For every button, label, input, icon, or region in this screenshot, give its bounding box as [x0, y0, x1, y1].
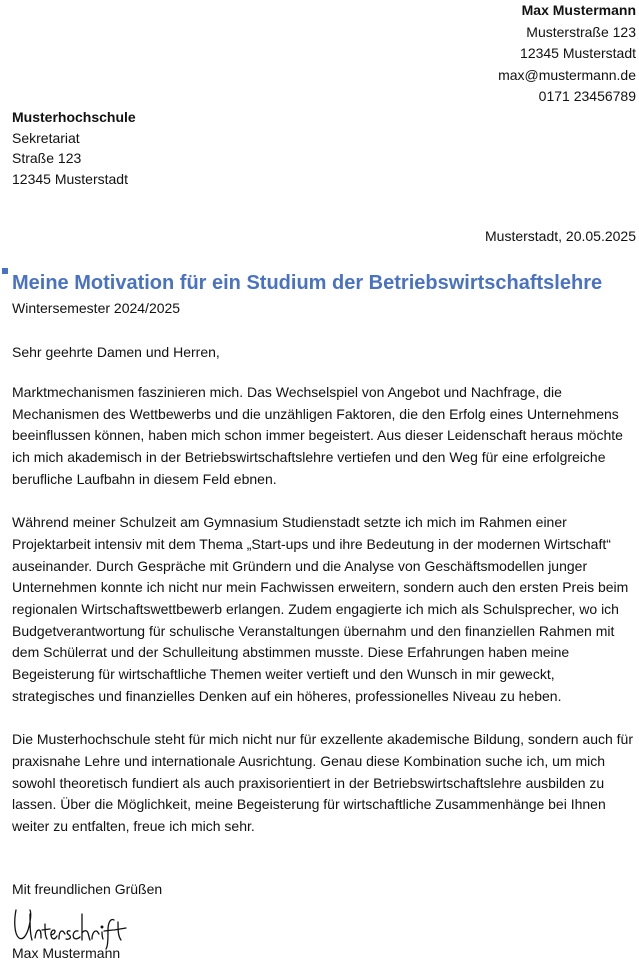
recipient-department: Sekretariat — [12, 129, 80, 146]
semester-line: Wintersemester 2024/2025 — [12, 300, 181, 316]
sender-phone: 0171 23456789 — [538, 88, 636, 104]
sender-street: Musterstraße 123 — [526, 23, 636, 40]
recipient-name: Musterhochschule — [12, 109, 136, 125]
sender-email: max@mustermann.de — [498, 66, 636, 83]
recipient-city: 12345 Musterstadt — [12, 170, 128, 187]
heading-marker-icon — [2, 268, 8, 274]
recipient-address — [12, 107, 136, 189]
recipient-street: Straße 123 — [12, 150, 82, 166]
closing: Mit freundlichen Grüßen — [12, 881, 163, 897]
letter-body — [12, 382, 636, 859]
date-line: Musterstadt, 20.05.2025 — [485, 228, 636, 244]
sender-name: Max Mustermann — [521, 2, 636, 18]
subject-heading: Meine Motivation für ein Studium der Betriebswirtschaftslehre — [12, 272, 603, 294]
signer-name: Max Mustermann — [12, 945, 121, 961]
sender-address — [498, 0, 636, 108]
salutation: Sehr geehrte Damen und Herren, — [12, 344, 220, 360]
sender-city: 12345 Musterstadt — [520, 45, 636, 61]
body-paragraph: Die Musterhochschule steht für mich nicht nur für exzellente akademische Bildung, sondern auch für praxisnahe Lehre und internationale Ausrichtung. Genau diese Kombination suche ich, um mich sowohl theoretisch fundiert als auch praxisorientiert in der Betriebswirtschaftslehre ausbilden zu lassen. Über die Möglichkeit, meine Begeisterung für wirtschaftliche Zusammenhänge bei Ihnen weiter zu entfalten, freue ich mich sehr. — [12, 731, 633, 835]
body-paragraph: Marktmechanismen faszinieren mich. Das Wechselspiel von Angebot und Nachfrage, die Mechanismen des Wettbewerbs und die unzähligen Faktoren, die den Erfolg eines Unternehmens beeinflussen können, haben mich schon immer begeistert. Aus dieser Leidenschaft heraus möchte ich mich akademisch in der Betriebswirtschaftslehre vertiefen und den Weg für eine erfolgreiche berufliche Laufbahn in diesem Feld ebnen. — [12, 384, 623, 487]
body-paragraph: Während meiner Schulzeit am Gymnasium Studienstadt setzte ich mich im Rahmen einer Projektarbeit intensiv mit dem Thema „Start-ups und ihre Bedeutung in der modernen Wirtschaft“ auseinander. Durch Gespräche mit Gründern und die Analyse von Geschäftsmodellen junger Unternehmen konnte ich nicht nur mein Fachwissen erweitern, sondern auch den ersten Preis beim regionalen Wirtschaftswettbewerb erlangen. Zudem engagierte ich mich als Schulsprecher, wo ich Budgetverantwortung für schulische Veranstaltungen übernahm und den finanziellen Rahmen mit dem Schülerrat und der Schulleitung abstimmen musste. Diese Erfahrungen haben meine Begeisterung für wirtschaftliche Themen weiter vertieft und den Wunsch in mir geweckt, strategisches und finanzielles Denken auf ein höheres, professionelles Niveau zu heben. — [12, 514, 629, 704]
